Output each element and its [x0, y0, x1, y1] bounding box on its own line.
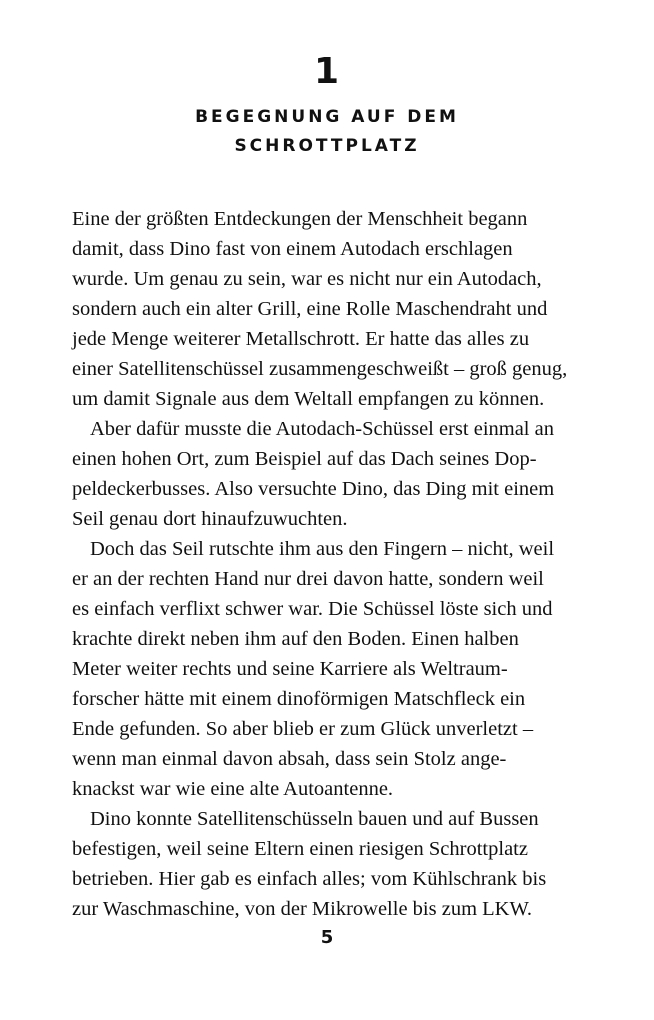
chapter-title-line: BEGEGNUNG AUF DEM [195, 107, 459, 127]
text-line: einen hohen Ort, zum Beispiel auf das Dach seines Dop- [72, 448, 537, 470]
paragraph [72, 804, 580, 924]
text-line: Eine der größten Entdeckungen der Menschheit begann [72, 208, 528, 230]
text-line: zur Waschmaschine, von der Mikrowelle bis zum LKW. [72, 898, 533, 920]
text-line: damit, dass Dino fast von einem Autodach erschlagen [72, 238, 513, 260]
text-line: Meter weiter rechts und seine Karriere als Weltraum- [72, 658, 508, 680]
text-line: er an der rechten Hand nur drei davon hatte, sondern weil [72, 568, 544, 590]
text-line: befestigen, weil seine Eltern einen riesigen Schrottplatz [72, 838, 528, 860]
body-text [72, 204, 580, 924]
text-line: krachte direkt neben ihm auf den Boden. Einen halben [72, 628, 519, 650]
text-line: Ende gefunden. So aber blieb er zum Glück unverletzt – [72, 718, 534, 740]
paragraph [72, 204, 580, 414]
page-number: 5 [320, 927, 334, 948]
text-line: Dino konnte Satellitenschüsseln bauen und auf Bussen [90, 808, 539, 830]
text-line: peldeckerbusses. Also versuchte Dino, das Ding mit einem [72, 478, 555, 500]
paragraph [72, 534, 580, 804]
chapter-title-line: SCHROTTPLATZ [234, 136, 420, 156]
text-line: wurde. Um genau zu sein, war es nicht nur ein Autodach, [72, 268, 542, 290]
text-line: betrieben. Hier gab es einfach alles; vom Kühlschrank bis [72, 868, 547, 890]
text-line: einer Satellitenschüssel zusammengeschweißt – groß genug, [72, 358, 568, 380]
text-line: forscher hätte mit einem dinoförmigen Matschfleck ein [72, 688, 526, 710]
text-line: es einfach verflixt schwer war. Die Schüssel löste sich und [72, 598, 553, 620]
chapter-number: 1 [313, 51, 341, 92]
text-line: wenn man einmal davon absah, dass sein Stolz ange- [72, 748, 507, 770]
text-line: knackst war wie eine alte Autoantenne. [72, 778, 394, 800]
text-line: Seil genau dort hinaufzuwuchten. [72, 508, 348, 530]
text-line: Aber dafür musste die Autodach-Schüssel erst einmal an [90, 418, 554, 440]
text-line: Doch das Seil rutschte ihm aus den Fingern – nicht, weil [90, 538, 555, 560]
chapter-title [0, 103, 654, 161]
text-line: sondern auch ein alter Grill, eine Rolle Maschendraht und [72, 298, 548, 320]
paragraph [72, 414, 580, 534]
text-line: jede Menge weiterer Metallschrott. Er hatte das alles zu [72, 328, 530, 350]
text-line: um damit Signale aus dem Weltall empfangen zu können. [72, 388, 545, 410]
